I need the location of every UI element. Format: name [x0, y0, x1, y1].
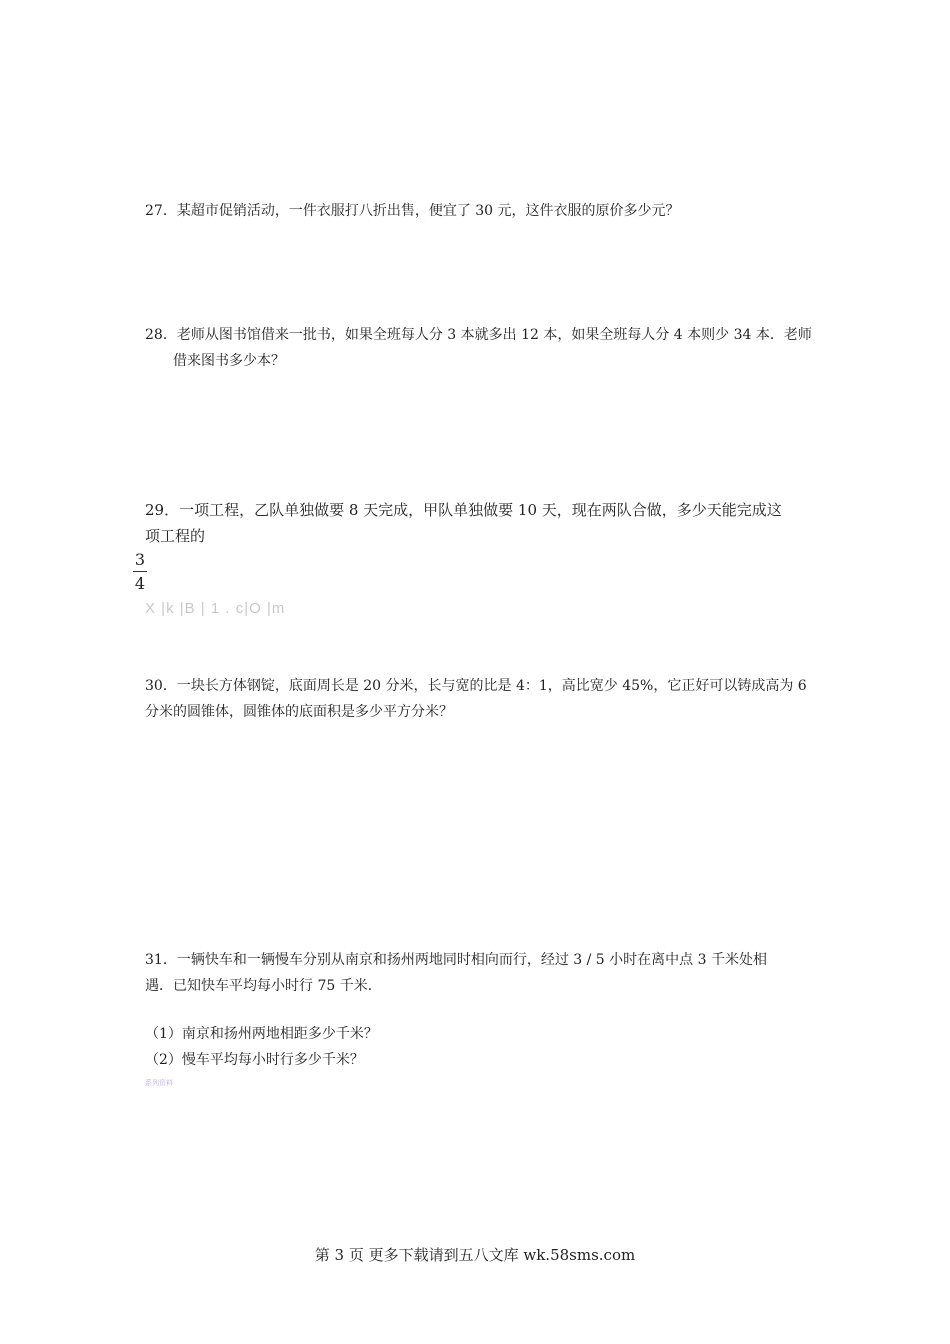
- fraction-denominator: 4: [134, 574, 146, 593]
- watermark-text: X |k |B | 1 . c|O |m: [145, 600, 286, 617]
- question-27-line-1: 27．某超市促销活动，一件衣服打八折出售，便宜了 30 元，这件衣服的原价多少元？: [145, 203, 680, 219]
- fraction-numerator: 3: [134, 550, 146, 569]
- question-30-line-2: 分米的圆锥体，圆锥体的底面积是多少平方分米？: [145, 704, 453, 720]
- fraction-three-quarters: [133, 551, 147, 593]
- series-material-mark: 系列资料: [145, 1079, 173, 1087]
- question-31-line-2: 遇．已知快车平均每小时行 75 千米．: [145, 978, 382, 994]
- question-28-line-2: 借来图书多少本？: [173, 353, 285, 369]
- question-31-sub-2: （2）慢车平均每小时行多少千米？: [145, 1052, 364, 1068]
- page-footer: 第 3 页 更多下载请到五八文库 wk.58sms.com: [314, 1246, 636, 1264]
- question-29-line-2: 项工程的: [145, 527, 206, 545]
- question-29-line-1: 29．一项工程，乙队单独做要 8 天完成，甲队单独做要 10 天，现在两队合做，多少天能完成这: [145, 501, 782, 519]
- question-31-sub-1: （1）南京和扬州两地相距多少千米？: [145, 1026, 378, 1042]
- fraction-bar: [133, 571, 147, 572]
- question-28-line-1: 28．老师从图书馆借来一批书，如果全班每人分 3 本就多出 12 本，如果全班每人分 4 本则少 34 本．老师: [145, 327, 812, 343]
- question-31-line-1: 31．一辆快车和一辆慢车分别从南京和扬州两地同时相向而行，经过 3 / 5 小时在离中点 3 千米处相: [145, 952, 767, 968]
- question-30-line-1: 30．一块长方体钢锭，底面周长是 20 分米，长与宽的比是 4：1，高比宽少 45%，它正好可以铸成高为 6: [145, 678, 807, 694]
